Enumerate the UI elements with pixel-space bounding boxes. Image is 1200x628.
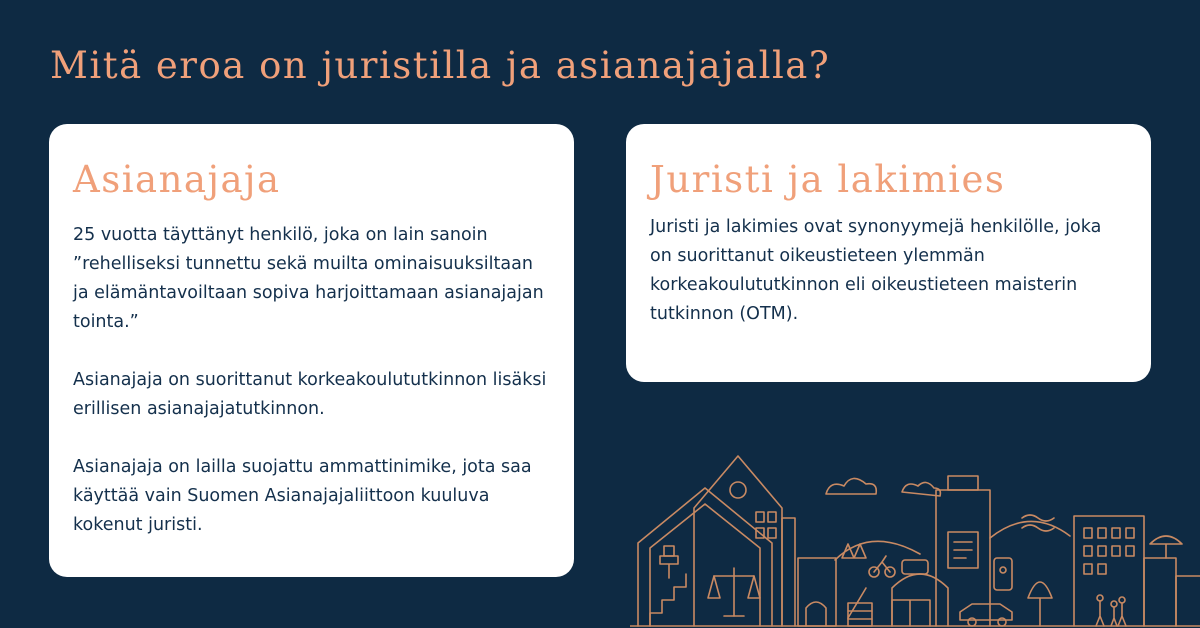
card-paragraph: Asianajaja on lailla suojattu ammattinimike, jota saa käyttää vain Suomen Asianajajaliittoon kuuluva kokenut juristi. bbox=[73, 457, 532, 535]
card-asianajaja bbox=[49, 124, 574, 577]
card-paragraph: Asianajaja on suorittanut korkeakoulututkinnon lisäksi erillisen asianajajatutkinnon. bbox=[73, 370, 547, 419]
card-title-juristi: Juristi ja lakimies bbox=[650, 158, 1006, 201]
card-paragraph: Juristi ja lakimies ovat synonyymejä henkilölle, joka on suorittanut oikeustieteen ylemmän korkeakoulututkinnon eli oikeustieteen maisterin tutkinnon (OTM). bbox=[650, 217, 1102, 324]
card-paragraph: 25 vuotta täyttänyt henkilö, joka on lain sanoin ”rehelliseksi tunnettu sekä muilta ominaisuuksiltaan ja elämäntavoiltaan sopiva harjoittamaan asianajajan tointa.” bbox=[73, 225, 544, 332]
city-line-art-icon bbox=[630, 448, 1200, 628]
card-title-asianajaja: Asianajaja bbox=[73, 158, 281, 201]
page-title: Mitä eroa on juristilla ja asianajajalla? bbox=[50, 44, 831, 87]
card-juristi bbox=[626, 124, 1151, 382]
